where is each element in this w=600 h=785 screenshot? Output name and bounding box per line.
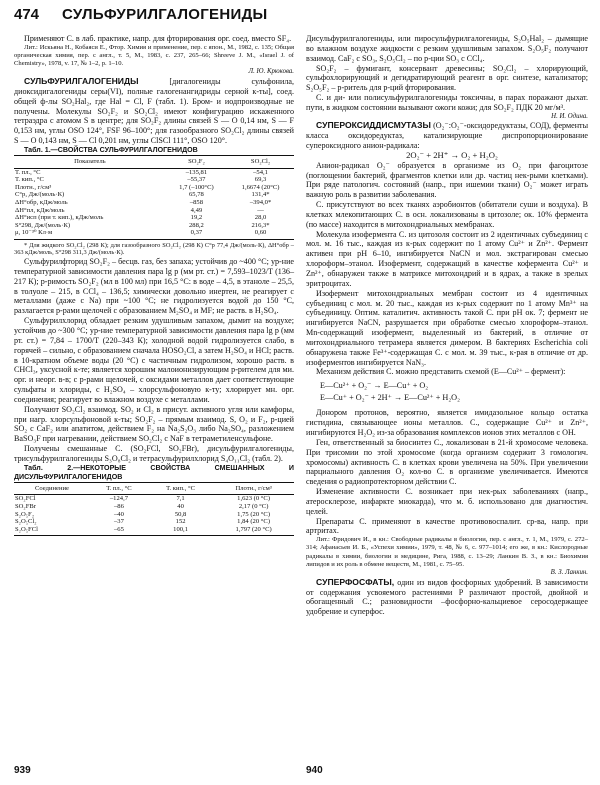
table1-header-cell: Показатель (14, 155, 166, 168)
table2-cell: –86 (114, 502, 124, 510)
table1-header-cell: SO₂Cl₂ (227, 155, 294, 168)
table1-caption: Табл. 1.—СВОЙСТВА СУЛЬФУРИЛГАЛОГЕНИДОВ (24, 145, 198, 154)
table1-cell: –135,81 (185, 168, 208, 176)
table2-row (14, 511, 294, 519)
table1-cell: –394,0* (249, 198, 272, 206)
table1-row (14, 176, 294, 184)
page-number: 474 (14, 6, 40, 23)
paragraph: Изменение активности С. возникает при нек-рых заболеваниях (напр., атеросклерозе, инфаркте миокарда), что м. б. использовано для диагностич. целей. (306, 487, 588, 516)
article-paragraph (306, 578, 588, 617)
article-text: (O₂⁻:O₂⁻-оксидоредуктазы, СОД), ферменты класса оксидоредуктаз, катализирующие диспропорционирование супероксидного анион-радикала: (306, 121, 589, 151)
table1-cell: 19,2 (190, 214, 203, 222)
table2-cell: 50,8 (174, 510, 187, 518)
table2-cell: 1,75 (20 °С) (237, 510, 271, 518)
table2-cell: –65 (90, 526, 148, 536)
table1-cell: μ, 10⁻³⁰ Кл·м (14, 229, 166, 239)
table2-cell: S₂O₅Cl₂ (15, 518, 37, 526)
table1-row (14, 168, 294, 176)
paragraph: Получены смешанные С. (SO₂FCl, SO₂FBr), дисульфурилгалогениды, трисульфурилгалогениды S₃O₈Cl₂ и тетрасульфурилхлорид S₄O₁₁Cl₂ (табл. 2). (14, 444, 294, 463)
table1-cell: Т. пл., °С (15, 168, 41, 176)
paragraph: Препараты С. применяют в качестве противовоспалит. ср-ва, напр. при артритах. (306, 516, 588, 536)
running-title: СУЛЬФУРИЛГАЛОГЕНИДЫ (62, 6, 268, 23)
table2-cell: –40 (114, 510, 124, 518)
article-paragraph (306, 121, 588, 151)
table2 (14, 482, 294, 537)
paragraph: Молекула изофермента С. из цитозоля состоит из 2 идентичных субъединиц с мол. м. 16 тыс., каждая из к-рых содержит по 1 атому Cu²⁺ и Zn²⁺. Фермент активен при pH 6–10, ингибируется NaCN и мол. экстрагирован смесью хлороформ–этанол. Изофермент, содержащий в качестве кофермента Cu²⁺ и Zn²⁺, обнаружен также в матриксе митохондрий и в ядрах, а также в зрелых эритроцитах. (306, 229, 588, 288)
table2-cell: 152 (175, 518, 186, 526)
table1-header-cell: SO₂F₂ (166, 155, 227, 168)
right-column (306, 34, 588, 617)
table2-row (14, 526, 294, 536)
table2-cell: 1,623 (0 °С) (237, 495, 271, 503)
paragraph: С. присутствуют во всех тканях аэробионтов (обитатели суши и воздуха). В клетках млекопитающих С. в осн. локализованы в цитозоле; ок. 10% фермента (по массе) находится в митохондриальных мембранах. (306, 200, 588, 229)
table2-cell: SO₂FCl (15, 495, 36, 503)
reaction-scheme (306, 380, 588, 404)
table2-row (14, 495, 294, 503)
table1-cell: –858 (189, 198, 204, 206)
table1-cell: 216,3* (251, 221, 270, 229)
paragraph: Получают SO₂Cl₂ взаимод. SO₂ и Cl₂ в присут. активного угля или камфоры, при нагр. хлорсульфоновой к-ты; SO₂F₂ – прямым взаимод. S, O₂ и F₂, р-цией SO₂ с CaF₂ или апатитом, действием F₂ на Na₂S₂O₃ либо Na₂SO₄, разложением BaSO₃F при нагревании, действием SO₂Cl₂ с NaF в тетраметиленсульфоне. (14, 404, 294, 444)
table1-cell: 1,7 (–100°C) (179, 183, 214, 191)
table2-cell: 100,1 (148, 526, 213, 536)
table1-cell: 65,78 (189, 191, 204, 199)
table1-cell: Плотн., г/см³ (15, 183, 52, 191)
table1-cell: ΔH°пл, кДж/моль (15, 206, 65, 214)
table2-cell: 7,1 (176, 495, 185, 503)
table1-row (14, 199, 294, 207)
table1-cell: 288,2 (189, 221, 204, 229)
table1-cell: –55,37 (187, 176, 206, 184)
literature-ref: Лит.: Фридович И., в кн.: Свободные радикалы в биологии, пер. с англ., т. 1, М., 1979, с. 272–314; Афанасьев И. Б., «Успехи химии», 1979, т. 48, № 6, с. 977–1014; его же, в кн.: Кислородные радикалы в химии, биологии и медицине, Рига, 1988, с. 13–29; Ланкин В. З., в кн.: Биохимия липидов и их роль в обмене веществ, М., 1981, с. 75–95. (306, 536, 588, 568)
intro-paragraph: Применяют С. в лаб. практике, напр. для фторирования орг. соед. вместо SF₄. (24, 34, 292, 43)
table1-cell: C°p, Дж/(моль·К) (15, 191, 65, 199)
table2-caption: Табл. 2.—НЕКОТОРЫЕ СВОЙСТВА СМЕШАННЫХ И ДИСУЛЬФУРИЛГАЛОГЕНИДОВ (14, 463, 294, 481)
paragraph: Ген, ответственный за биосинтез С., локализован в 21-й хромосоме человека. При трисомии по этой хромосоме (когда организм содержит 3 гомологич. хромосомы) активность С. в клетках крови увеличена на 50%. При увеличении парциального давления O₂ кол-во С. в организме увеличивается. Имеются сведения о радиопротекторном действии С. (306, 437, 588, 487)
article-term: СУПЕРФОСФАТЫ, (316, 576, 395, 587)
table2-cell: –124,7 (109, 495, 129, 503)
table2-cell: 1,797 (20 °С) (213, 526, 294, 536)
table2-cell: 1,84 (20 °С) (237, 518, 271, 526)
table1-cell: 28,0 (254, 214, 267, 222)
table1 (14, 155, 294, 240)
table1-cell: 69,3 (254, 176, 267, 184)
paragraph: Дисульфурилгалогениды, или пиросульфурилгалогениды, S₂O₅Hal₂ – дымящие во влажном воздухе жидкости с резким удушливым запахом. S₂O₅F₂ получают взаимод. CaF₂ с SO₃, S₂O₅Cl₂ – по р-ции SO₃ с CCl₄. (306, 34, 588, 63)
table1-cell: — (257, 206, 264, 214)
table2-cell: S₂O₅FCl (14, 526, 90, 536)
paragraph: Механизм действия С. можно представить схемой (E—Cu²⁺ – фермент): (316, 367, 566, 377)
article-author: В. З. Ланкин. (550, 569, 588, 577)
table1-cell: 0,60 (227, 229, 294, 239)
paragraph: Сульфурилхлорид обладает резким удушливым запахом, дымит на воздухе; устойчив до ~300 °С; ур-ние температурной зависимости давления пара lg p (мм рт. ст.) = 7,84 – 1700/T (220–343 К); холодной водой гидролизуется слабо, в горячей – сильно, с образованием сначала HOSO₂Cl, а затем H₂SO₄ и HCl; раств. в 10-кратном объеме воды (20 °С) с частичным гидролизом, хорошо раств. в CHCl₃, уксусной к-те; является хорошим малоионизирующим р-рителем для ми. орг. и неорг. в-в; с р-рами щелочей, с оксидами металлов дает соответствующие сульфаты и хлориды, с H₂SO₄ – хлорсульфоновую к-ту; хлорирует мн. орг. соединения; реагирует во влажном воздухе с металлами. (14, 316, 294, 404)
table1-cell: S°298, Дж/(моль·К) (15, 221, 71, 229)
equation: 2O₂⁻ + 2H⁺ → O₂ + H₂O₂ (406, 149, 498, 160)
table1-row (14, 222, 294, 230)
table1-row (14, 207, 294, 215)
table1-cell: 131,4* (251, 191, 270, 199)
left-column (14, 34, 294, 538)
table2-header-cell: Плотн., г/см³ (213, 482, 294, 495)
table2-header-cell: Т. кип., °С (148, 482, 213, 495)
paragraph: Сульфурилфторид SO₂F₂ – бесцв. газ, без запаха; устойчив до ~400 °С; ур-ние температурной зависимости давления пара lg p (мм рт. ст.) = 7,593–1023/T (136–217 К); р-римость SO₂F₂ (мл в 100 мл) при 16,5 °С: в воде – 4,5, в этаноле – 25,5, в толуоле – 215, в CCl₄ – 136,5; химически довольно инертен, не реагирует с металлами (даже с Na) при ~100 °С; не гидролизуется водой до 150 °С, разлагается р-рами щелочей с образованием M₂SO₄ и MF; не раств. в H₂SO₄. (14, 257, 294, 316)
paragraph: Анион-радикал O₂⁻ образуется в организме из O₂ при фагоцитозе (поглощении бактерий, фрагментов клетки или др. частиц нек-рыми клетками). При ряде патологич. состояний (напр., при ишемии ткани) O₂⁻ может играть важную роль в развитии заболевания. (306, 160, 588, 200)
table2-header-cell: Соединение (14, 482, 90, 495)
table1-cell: Т. кип., °С (15, 176, 44, 184)
table1-cell: 1,6674 (20°C) (241, 183, 280, 191)
article-paragraph (14, 77, 294, 146)
article-author: Л. Ю. Крюкова. (248, 68, 294, 76)
table1-cell: ΔH°исп (при т. кип.), кДж/моль (15, 214, 104, 222)
article-text: один из видов фосфорных удобрений. В зависимости от содержания усвояемого растениями P различают простой, двойной и обогащенный С.; разновидности –фосфорно-кальциевое серосодержащее удобрение и суперфос. (306, 577, 588, 617)
article-term: СУПЕРОКСИДДИСМУТАЗЫ (316, 120, 431, 131)
article-text: [дигалогениды сульфонила, диоксидигалогениды серы(VI), полные галогенангидриды серной к-ты], соед. общей ф-лы SO₂Hal₂, где Hal = Cl, F (табл. 1). Бром- и иодпроизводные не получены. Молекулы SO₂F₂ и SO₂Cl₂ имеют конфигурацию искаженного тетраэдра с атомом S в центре; для SO₂F₂ длины связей S — O 0,14 нм, S — F 0,153 нм, углы OSO 124°, FSF 96–100°; для газообразного SO₂Cl₂ длины связей S — O 0,143 нм, S — Cl 0,201 нм, углы ClSCl 111°, OSO 120°. (14, 77, 294, 146)
table2-cell: 2,17 (0 °С) (238, 502, 269, 510)
paragraph: SO₂F₂ – фумигант, консервант древесины; SO₂Cl₂ – хлорирующий, сульфохлорирующий и дегидратирующий реагент в орг. синтезе, катализатор; S₂O₅F₂ – р-ритель для р-ций фторирования. (306, 63, 588, 93)
article-term: СУЛЬФУРИЛГАЛОГЕНИДЫ (24, 76, 139, 87)
literature-ref: Лит.: Искьяна Н., Кобаяси Е., Фтор. Химия и применение, пер. с япон., М., 1982, с. 135; Общая органическая химия, пер. с англ., т. 5, М., 1983, с. 237, 265–66; Shreeve J. M., «Israel J. of Chemistry», 1978, v. 17, № 1–2, p. 1–10. (14, 43, 294, 68)
table2-header-cell: Т. пл., °С (90, 482, 148, 495)
paragraph: Изофермент митохондриальных мембран состоит из 4 идентичных субъединиц с мол. м. 20 тыс., каждая из к-рых содержит по 1 атому Mn³⁺ на субъединицу. Оптим. каталитич. активность такой С. при pH ок. 7; фермент не ингибируется NaCN, разрушается при обработке смесью хлороформ–этанол. Mn-содержащий изофермент, выделенный из бактерий, в отличие от митохондриального тетрамера является димером. В бактериях Escherichia coli обнаружена также Fe³⁺-содержащая С. с мол. м. 39 тыс., к-рая в отличие от др. изоферментов ингибируется NaN₃. (306, 288, 588, 367)
table2-cell: 40 (177, 502, 184, 510)
table1-cell: ΔH°обр, кДж/моль (15, 198, 68, 206)
table1-row (14, 191, 294, 199)
table1-row (14, 184, 294, 192)
paragraph: С. и ди- или полисульфурилгалогениды токсичны, в парах поражают дыхат. пути, в жидком состоянии вызывают ожоги кожи; для SO₂F₂ ПДК 20 мг/м³. (306, 93, 588, 112)
table2-cell: S₂O₅F₂ (15, 510, 34, 518)
table1-row (14, 214, 294, 222)
table1-note: * Для жидкого SO₂Cl₂ (298 К); для газообразного SO₂Cl₂ (298 К) C°p 77,4 Дж/(моль·К), ΔH°обр –363 кДж/моль, S°298 311,3 Дж/(моль·К). (14, 241, 294, 257)
table1-cell: 0,37 (166, 229, 227, 239)
table1-cell: –54,1 (253, 168, 268, 176)
equation: E—Cu⁺ + O₂⁻ + 2H⁺ → E—Cu²⁺ + H₂O₂ (320, 393, 460, 403)
footer-page-number-left: 939 (14, 765, 31, 776)
table1-row (14, 229, 294, 239)
paragraph: Донором протонов, вероятно, является имидазольное кольцо остатка гистидина, связывающее ионы металлов. С., содержащие Cu²⁺ и Zn²⁺, ингибируются H₂O₂ из-за образования комплексов ионов этих металлов с OH. (306, 408, 588, 437)
table2-row (14, 503, 294, 511)
table1-cell: 4,49 (190, 206, 203, 214)
article-author: Н. И. Одина. (551, 112, 588, 120)
table2-row (14, 518, 294, 526)
table2-cell: –37 (114, 518, 124, 526)
table2-cell: SO₂FBr (15, 502, 36, 510)
equation: E—Cu²⁺ + O₂⁻ → E—Cu⁺ + O₂ (320, 381, 429, 391)
footer-page-number-right: 940 (306, 765, 323, 776)
